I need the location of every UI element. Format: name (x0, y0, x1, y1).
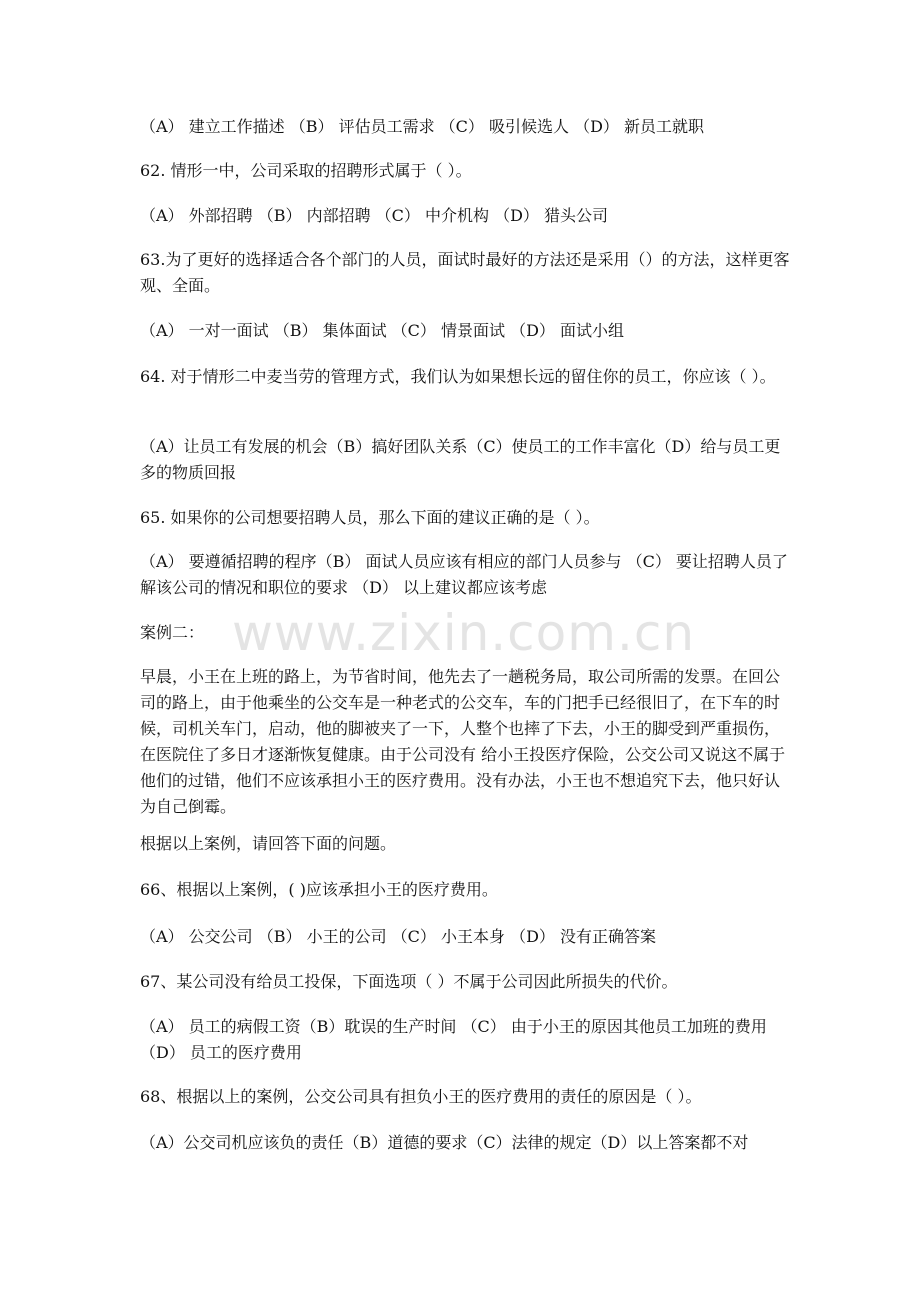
case-instructions: 根据以上案例，请回答下面的问题。 (140, 834, 397, 853)
q65-question: 65. 如果你的公司想要招聘人员，那么下面的建议正确的是（ ）。 (140, 508, 600, 527)
q66-question: 66、根据以上案例，( )应该承担小王的医疗费用。 (140, 880, 498, 899)
q64-options: （A）让员工有发展的机会（B）搞好团队关系（C）使员工的工作丰富化（D）给与员工更多的物质回报 (140, 437, 781, 482)
q68-options: （A）公交司机应该负的责任（B）道德的要求（C）法律的规定（D）以上答案都不对 (140, 1133, 749, 1152)
q65-options: （A） 要遵循招聘的程序（B） 面试人员应该有相应的部门人员参与 （C） 要让招聘人员了解该公司的情况和职位的要求 （D） 以上建议都应该考虑 (140, 552, 788, 597)
case-two-body: 早晨，小王在上班的路上，为节省时间，他先去了一趟税务局，取公司所需的发票。在回公司的路上，由于他乘坐的公交车是一种老式的公交车，车的门把手已经很旧了，在下车的时候，司机关车门，启动，他的脚被夹了一下，人整个也摔了下去，小王的脚受到严重损伤，在医院住了多日才逐渐恢复健康。由于公司没有 给小王投医疗保险，公交公司又说这不属于他们的过错，他们不应该承担小王的医疗费用。没有办法，小王也不想追究下去，他只好认为自己倒霉。 (140, 667, 786, 816)
q66-options: （A） 公交公司 （B） 小王的公司 （C） 小王本身 （D） 没有正确答案 (140, 927, 656, 946)
q63-options: （A） 一对一面试 （B） 集体面试 （C） 情景面试 （D） 面试小组 (140, 321, 624, 340)
q62-question: 62. 情形一中，公司采取的招聘形式属于（ ）。 (140, 161, 472, 180)
q68-question: 68、根据以上的案例，公交公司具有担负小王的医疗费用的责任的原因是（ ）。 (140, 1087, 702, 1106)
q64-question: 64. 对于情形二中麦当劳的管理方式，我们认为如果想长远的留住你的员工，你应该（ ）。 (140, 367, 776, 386)
q61-options: （A） 建立工作描述 （B） 评估员工需求 （C） 吸引候选人 （D） 新员工就职 (140, 117, 704, 136)
q67-question: 67、某公司没有给员工投保，下面选项（ ）不属于公司因此所损失的代价。 (140, 972, 678, 991)
watermark-text: www.zixin.com.cn (232, 604, 696, 662)
q67-options: （A） 员工的病假工资（B）耽误的生产时间 （C） 由于小王的原因其他员工加班的费用（D） 员工的医疗费用 (140, 1017, 767, 1062)
case-two-heading: 案例二： (140, 623, 205, 642)
q62-options: （A） 外部招聘 （B） 内部招聘 （C） 中介机构 （D） 猎头公司 (140, 206, 608, 225)
q63-question: 63.为了更好的选择适合各个部门的人员，面试时最好的方法还是采用（）的方法，这样更客观、全面。 (140, 250, 790, 295)
